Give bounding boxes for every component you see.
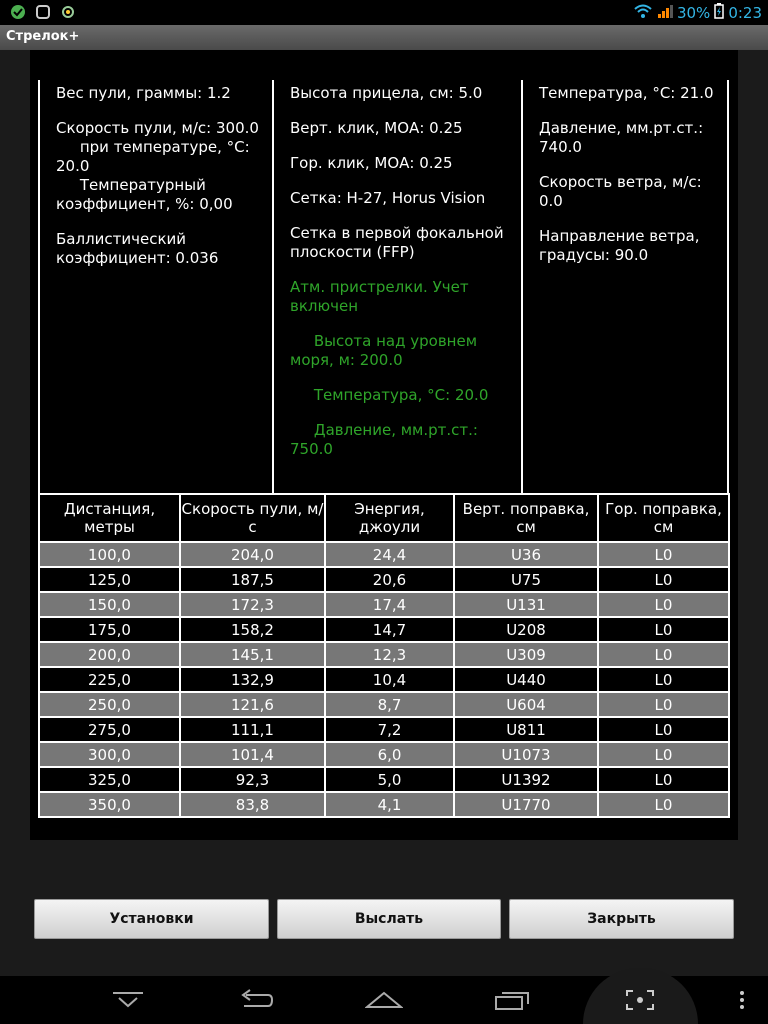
table-cell: 275,0 [39, 717, 180, 742]
table-cell: L0 [598, 592, 729, 617]
wifi-icon [633, 3, 653, 23]
table-cell: 14,7 [325, 617, 454, 642]
check-notification-icon [10, 4, 26, 20]
table-cell: 250,0 [39, 692, 180, 717]
table-row [39, 792, 729, 817]
table-row [39, 667, 729, 692]
screenshot-icon[interactable] [620, 986, 660, 1014]
battery-percent: 30% [676, 4, 711, 22]
table-cell: U604 [454, 692, 598, 717]
table-cell: 300,0 [39, 742, 180, 767]
table-cell: U1392 [454, 767, 598, 792]
table-cell: L0 [598, 692, 729, 717]
app-notification-icon [35, 4, 51, 20]
param-item: Сетка в первой фокальной плоскости (FFP) [290, 224, 509, 261]
table-row [39, 542, 729, 567]
table-cell: 4,1 [325, 792, 454, 817]
table-cell: 5,0 [325, 767, 454, 792]
overflow-menu-icon[interactable] [722, 986, 762, 1014]
navigation-bar [0, 976, 768, 1024]
table-cell: 100,0 [39, 542, 180, 567]
table-cell: 6,0 [325, 742, 454, 767]
table-row [39, 642, 729, 667]
game-notification-icon [60, 4, 76, 20]
table-cell: U208 [454, 617, 598, 642]
table-cell: 132,9 [180, 667, 325, 692]
parameters-box [38, 80, 729, 526]
param-item: Направление ветра, градусы: 90.0 [539, 227, 705, 264]
home-icon[interactable] [364, 986, 404, 1014]
table-cell: 200,0 [39, 642, 180, 667]
param-item: Вес пули, граммы: 1.2 [56, 84, 231, 102]
table-cell: U811 [454, 717, 598, 742]
table-cell: 121,6 [180, 692, 325, 717]
zero-atm-item: Температура, °С: 20.0 [290, 386, 489, 404]
table-cell: U1073 [454, 742, 598, 767]
param-item: Давление, мм.рт.ст.: 740.0 [539, 119, 708, 156]
status-bar [0, 0, 768, 25]
param-item: Скорость ветра, м/с: 0.0 [539, 173, 707, 210]
battery-charging-icon [714, 3, 724, 23]
zero-atm-item: Давление, мм.рт.ст.: 750.0 [290, 421, 483, 458]
table-cell: 187,5 [180, 567, 325, 592]
param-item: Сетка: H-27, Horus Vision [290, 189, 486, 207]
table-cell: 111,1 [180, 717, 325, 742]
table-cell: L0 [598, 567, 729, 592]
back-icon[interactable] [236, 986, 276, 1014]
scope-params-column [274, 80, 523, 524]
table-cell: 83,8 [180, 792, 325, 817]
header-distance: Дистанция, метры [39, 494, 180, 542]
table-row [39, 692, 729, 717]
header-hor-correction: Гор. поправка, см [598, 494, 729, 542]
zero-atm-item: Высота над уровнем моря, м: 200.0 [290, 332, 482, 369]
table-cell: 125,0 [39, 567, 180, 592]
table-cell: U75 [454, 567, 598, 592]
table-cell: U1770 [454, 792, 598, 817]
clock: 0:23 [728, 4, 762, 22]
table-cell: U36 [454, 542, 598, 567]
param-item: Верт. клик, МОА: 0.25 [290, 119, 463, 137]
header-vert-correction: Верт. поправка, см [454, 494, 598, 542]
table-cell: 8,7 [325, 692, 454, 717]
table-cell: 158,2 [180, 617, 325, 642]
table-header-row [39, 494, 729, 542]
content-area [0, 50, 768, 976]
header-velocity: Скорость пули, м/с [180, 494, 325, 542]
param-item: Скорость пули, м/с: 300.0 при температуре, °С: 20.0 Температурный коэффициент, %: 0,00 [56, 119, 259, 213]
table-row [39, 717, 729, 742]
table-cell: U309 [454, 642, 598, 667]
table-row [39, 592, 729, 617]
table-cell: L0 [598, 642, 729, 667]
table-cell: 204,0 [180, 542, 325, 567]
table-cell: L0 [598, 742, 729, 767]
table-cell: L0 [598, 542, 729, 567]
table-cell: 20,6 [325, 567, 454, 592]
header-energy: Энергия, джоули [325, 494, 454, 542]
table-row [39, 567, 729, 592]
ballistic-table [38, 493, 730, 818]
zero-atm-item: Атм. пристрелки. Учет включен [290, 278, 474, 315]
bullet-params-column [40, 80, 274, 524]
table-cell: 325,0 [39, 767, 180, 792]
app-title: Стрелок+ [6, 29, 80, 44]
table-cell: 92,3 [180, 767, 325, 792]
table-row [39, 617, 729, 642]
table-cell: U131 [454, 592, 598, 617]
table-cell: 17,4 [325, 592, 454, 617]
hide-keyboard-icon[interactable] [108, 986, 148, 1014]
table-cell: L0 [598, 667, 729, 692]
table-row [39, 742, 729, 767]
table-cell: 10,4 [325, 667, 454, 692]
table-cell: 24,4 [325, 542, 454, 567]
table-row [39, 767, 729, 792]
close-button[interactable]: Закрыть [509, 899, 734, 939]
signal-icon [657, 3, 673, 23]
table-cell: 101,4 [180, 742, 325, 767]
table-cell: 145,1 [180, 642, 325, 667]
table-cell: 175,0 [39, 617, 180, 642]
param-item: Баллистический коэффициент: 0.036 [56, 230, 219, 267]
table-cell: U440 [454, 667, 598, 692]
param-item: Высота прицела, см: 5.0 [290, 84, 483, 102]
table-cell: L0 [598, 767, 729, 792]
recent-apps-icon[interactable] [493, 986, 533, 1014]
settings-button[interactable]: Установки [34, 899, 269, 939]
table-cell: L0 [598, 792, 729, 817]
table-cell: 150,0 [39, 592, 180, 617]
table-cell: L0 [598, 617, 729, 642]
app-title-bar [0, 25, 768, 50]
weather-params-column [523, 80, 727, 524]
table-cell: L0 [598, 717, 729, 742]
table-cell: 350,0 [39, 792, 180, 817]
table-cell: 7,2 [325, 717, 454, 742]
param-item: Температура, °С: 21.0 [539, 84, 714, 102]
param-item: Гор. клик, МОА: 0.25 [290, 154, 453, 172]
table-cell: 225,0 [39, 667, 180, 692]
send-button[interactable]: Выслать [277, 899, 501, 939]
table-cell: 172,3 [180, 592, 325, 617]
table-cell: 12,3 [325, 642, 454, 667]
